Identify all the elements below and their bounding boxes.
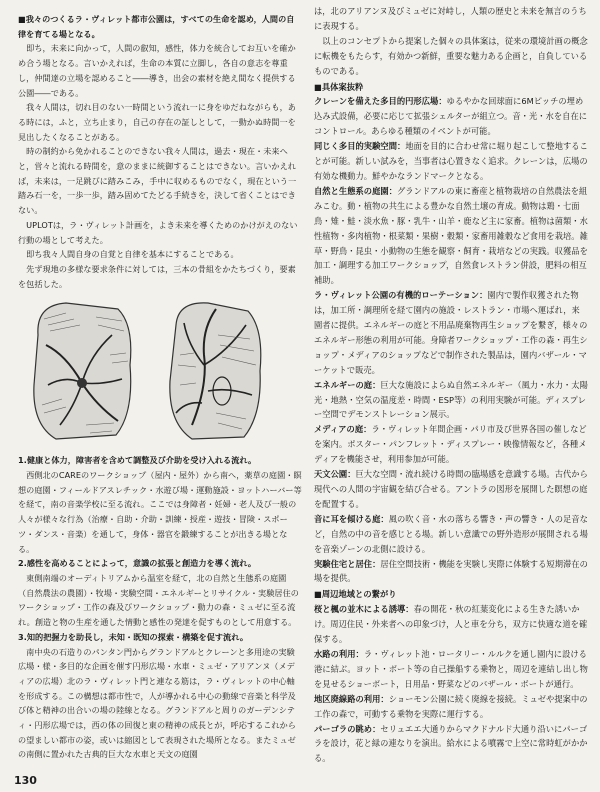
entry bbox=[314, 647, 588, 692]
intro-paragraph: 即ち，未来に向かって，人間の叡知，感性，体力を統合してお互いを確かめ合う場となる。言いかえれば，生命の本質に立脚し，各自の意志を尊重し，仲間達の立場を認めること――導き，出会の素材を絶え間なく提供する公園――である。 bbox=[18, 43, 296, 98]
entry-body: 巨大な施設によらぬ自然エネルギー（風力・水力・太陽光・地熱・空気の温度差・時間・ESP等）の利用実験が可能。ディスプレー空間でデモンストレーション展示。 bbox=[314, 379, 588, 420]
entry bbox=[314, 602, 588, 647]
intro-paragraph: 以上のコンセプトから提案した個々の具体案は，従来の環境計画の概念に転機をもたらす，有効かつ新鮮，重要な魅力ある企画と，自負しているものである。 bbox=[314, 35, 588, 76]
entry bbox=[314, 139, 588, 184]
entry bbox=[314, 722, 588, 767]
entry bbox=[314, 692, 588, 722]
page-number: 130 bbox=[14, 774, 37, 787]
entry-title: パーゴラの眺め： bbox=[314, 723, 381, 734]
entry-title: 同じく多目的実験空間： bbox=[314, 141, 406, 152]
entry-body: ラ・ヴィレット年間企画・パリ市及び世界各国の催しなどを案内。ポスター・パンフレット・ディスプレー・映像情報など，各種メディアを機能させ，利用参加が可能。 bbox=[314, 424, 587, 465]
intro-continued: は，北のアリアンヌ及びミュゼに対峙し，人類の歴史と未来を無言のうちに表現する。 bbox=[314, 6, 587, 31]
item-title: 2.感性を高めることによって，意識の拡張と創造力を導く流れ。 bbox=[18, 558, 257, 569]
entry-title: クレーンを備えた多目的円形広場： bbox=[314, 96, 447, 107]
entry bbox=[314, 184, 588, 288]
entry-title: エネルギーの庭： bbox=[314, 379, 381, 390]
entry-body: ショーモン公園に続く廃線を接続。ミュゼや提案中の工作の森で，可動する乗物を実際に運行する。 bbox=[314, 693, 588, 719]
left-heading: ■我々のつくるラ・ヴィレット都市公園は，すべての生命を認め，人間の自律を育てる場となる。 bbox=[18, 14, 295, 39]
entry-title: 音に耳を傾ける庭： bbox=[314, 513, 389, 524]
entry bbox=[314, 94, 588, 139]
intro-paragraph: 即ち我々人間自身の自覚と自律を基本にすることである。 bbox=[26, 249, 239, 260]
site-sketches bbox=[18, 295, 302, 445]
item-body: 南中央の石造りのパンタン門からグランドアルとクレーンと多用途の実験広場・様・多目的な企画を催す円形広場・水車・ミュゼ・アリアンヌ（メディアの広場）北のラ・ヴィレット門と連なる筋は，ラ・ヴィレットの中心軸を形成する。この構想は都市性で，人が導かれる中心の動線で音楽と科学及び体と精神の出合いの場の陸線となる。グランドアルと周りのガーデンシティ・円形広場では，西の体の回復と東の精神の成長とが，呼応するこれからの望ましい都市の姿，或いは縮図として表現された場所となる。またミュゼの南側に置かれた古典的巨大な水車と天文の庭園 bbox=[18, 646, 296, 760]
item-body: 西側北のCAREのワークショップ（屋内・屋外）から南へ，薬草の庭園・瞑想の庭園・フィールドアスレチック・水遊び場・運動施設・ヨットハーバー等を経て，南の音楽学校に至る流れ。ここでは身障者・妊婦・老人及び一般の人々が様々な行為（治療・自助・介助・訓練・授産・遊技・冒険・スポーツ・ダンス・音楽）を通して，身体・器官を鍛練することが出きる場となる。 bbox=[18, 470, 302, 554]
left-column bbox=[18, 12, 302, 762]
item-body: 東側南端のオーディトリアムから温室を経て，北の自然と生態系の庭園（自然農法の農園）・牧場・実験空間・エネルギーとリサイクル・実験居住のワークショップ・工作の森及びワークショップ・動力の森・ミュゼに至る流れ。創造と物の生産を通した情動と感性の発達を促すものとして用意する。 bbox=[18, 572, 299, 628]
entry-body: セリュエエ大通りからマクドナルド大通り沿いにパーゴラを設け，花と緑の連なりを演出。給水による噴霧で上空に常時虹がかかる。 bbox=[314, 723, 588, 764]
entry-body: 居住空間技術・機能を実験し実際に体験する短期滞在の場を提供。 bbox=[314, 558, 588, 584]
entry-title: 天文公園： bbox=[314, 469, 356, 480]
entry-title: ラ・ヴィレット公園の有機的ローテーション： bbox=[314, 290, 488, 301]
intro-paragraph: 我々人間は，切れ目のない一時間という流れ一に身をゆだねながらも，ある時には，ふと，立ち止まり，自己の存在の証しとして，一動かぬ時間一を見出したくなることがある。 bbox=[18, 102, 296, 142]
right-column bbox=[314, 4, 588, 766]
entry-body: 春の開花・秋の紅葉変化による生きた誘いかけ。周辺住民・外来者への印象づけ，人と車を分ち，双方に快適な道を確保する。 bbox=[314, 604, 588, 645]
section-heading: ■周辺地域との繋がり bbox=[314, 589, 397, 600]
entry-title: 実験住宅と居住： bbox=[314, 558, 381, 569]
entry-body: 巨大な空間・流れ続ける時間の臨場感を意識する場。古代から現代への人間の宇宙観を結び合せる。アントラの図形を展開した瞑想の庭を配置する。 bbox=[314, 469, 588, 509]
intro-paragraph: UPLOTは，ラ・ヴィレット計画を，よき未来を導くためのかけがえのない行動の場として考えた。 bbox=[18, 219, 298, 245]
item-title: 3.知的把握力を助長し，未知・既知の探索・構築を促す流れ。 bbox=[18, 631, 249, 642]
site-sketch-left bbox=[26, 295, 138, 445]
entry-title: メディアの庭： bbox=[314, 424, 372, 435]
entry-title: 自然と生態系の庭園： bbox=[314, 185, 397, 196]
item-title: 1.健康と体力，障害者を含めて調整及び介助を受け入れる流れ。 bbox=[18, 455, 257, 466]
site-sketch-right bbox=[158, 295, 270, 445]
entry-body: グランドアルの東に畜産と植物栽培の自然農法を組みこむ。動・植物の共生による豊かな自然土壌の育成。動物は鶏・七面鳥・雉・鮭・淡水魚・豚・乳牛・山羊・鹿など主に家畜。植物は菌類・水性植物・多肉植物・根菜類・果樹・穀類・家畜用雑穀など食用を栽培。雑草・野鳥・昆虫・小動物の生態を観察・飼育・栽培などの実践。収獲品を加工・調理する加工ワークショップ，自然食レストラン併設，肥料の相互補助。 bbox=[314, 185, 588, 286]
entry-body: 風の吹く音・水の落ちる響き・声の響き・人の足音など，自然の中の音を感じとる場。新しい意識での野外造形が展開される場を音楽ゾーンの北側に設ける。 bbox=[314, 513, 588, 554]
section-heading: ■具体案抜粋 bbox=[314, 81, 364, 92]
intro-paragraph: 時の制約から免かれることのできない我々人間は，過去・現在・未来へと，営々と流れる時間を，意のままに統御することはできない。言いかえれば，未来は，一足跳びに踏みこみ，手中に収めるものでなく，現在という一踏み石一を，一歩一歩，踏み固めてたどる手続きを，決して省くことはできない。 bbox=[18, 146, 297, 216]
intro-paragraph: 先ず現地の多様な要求条件に対しては，三本の骨組をかたちづくり，要素を包括した。 bbox=[18, 263, 296, 289]
entry-title: 桜と楓の並木による誘導： bbox=[314, 604, 414, 615]
entry bbox=[314, 512, 588, 557]
entry bbox=[314, 288, 588, 377]
entry bbox=[314, 378, 588, 423]
entry bbox=[314, 467, 588, 512]
entry-body: ラ・ヴィレット池・ロータリー・ルルクを通し園内に設ける港に結ぶ。ヨット・ボート等の自己操船する乗物と，周辺を連結し出し物を見せるショーボート，日用品・野菜などのバザール・ボートが通行。 bbox=[314, 648, 588, 689]
entry bbox=[314, 557, 588, 587]
entry-title: 地区廃線路の利用： bbox=[314, 693, 389, 704]
entry-title: 水路の利用： bbox=[314, 648, 364, 659]
entry-body: ゆるやかな回球面に6Mピッチの埋め込み式設備，必要に応じて拡張シェルターが組立つ。音・光・水を自在にコントロール。あらゆる種類のイベントが可能。 bbox=[314, 96, 588, 137]
entry-body: 地面を目的に合わせ常に堀り起こして整地することが可能。新しい試みを，当事者は心置きなく追求。クレーンは，広場の有効な機動力。鮮やかなランドマークとなる。 bbox=[314, 141, 588, 181]
entry bbox=[314, 422, 588, 467]
entry-body: 園内で製作収獲された物は，加工所・調理所を経て園内の施設・レストラン・市場へ運ばれ，来園者に提供。エネルギーの庭と不用品廃棄物再生ショップを繋ぎ，様々のエネルギー形態の利用が可能。身障者ワークショップ・工作の森・再生ショップ・メディアのショップなどで制作された製品は，園内バザール・マーケットで販売。 bbox=[314, 290, 588, 375]
